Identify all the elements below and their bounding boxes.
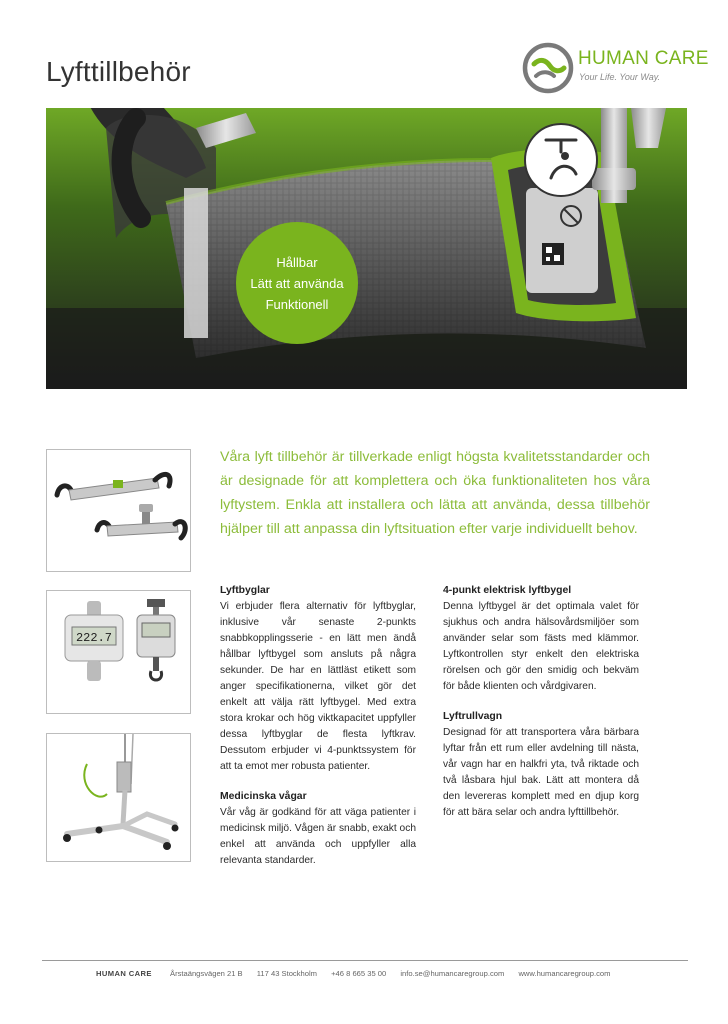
footer-phone[interactable]: +46 8 665 35 00 [331, 969, 387, 978]
hero-image [46, 108, 687, 389]
section-heading-lyftrullvagn: Lyftrullvagn [443, 711, 503, 722]
section-body-elektrisk-lyftbygel: Denna lyftbygel är det optimala valet för sjukhus och andra hälsovårdsmiljöer som använder selar som fästs med klämmor. Lyftkontrollen styr enkelt den elektriska rörelsen och gör den smidig och bekväm för både klienten och vårdgivaren. [443, 601, 639, 692]
footer-web-link[interactable]: www.humancaregroup.com [518, 969, 611, 978]
lift-bar-image [47, 450, 190, 571]
human-care-logo-icon [522, 42, 574, 94]
column-right [443, 583, 639, 835]
hero-lift-strap-photo [46, 108, 687, 389]
footer-city: 117 43 Stockholm [256, 969, 317, 978]
section-heading-elektrisk-lyftbygel: 4-punkt elektrisk lyftbygel [443, 585, 572, 596]
human-care-logo[interactable] [522, 40, 709, 96]
badge-line: Funktionell [265, 296, 329, 312]
feature-badge [236, 222, 358, 344]
footer-email-link[interactable]: info.se@humancaregroup.com [400, 969, 505, 978]
footer [96, 969, 622, 978]
section-body-lyftrullvagn: Designad för att transportera våra bärbara lyftar från ett rum eller avdelning till nästa, vår vagn har en halkfri yta, två riktade och två låsbara hjul bak. Lätt att montera då den levereras komplett med en djup korg för att bära selar och andra lyfttillbehör. [443, 727, 639, 818]
scale-display-text: 222.7 [75, 631, 113, 645]
badge-line: Lätt att använda [250, 275, 344, 291]
logo-name: HUMAN CARE [578, 48, 709, 69]
column-left [220, 583, 416, 883]
thumbnail-trolley [46, 733, 191, 862]
footer-address: Årstaängsvägen 21 B [170, 969, 243, 978]
badge-line: Hållbar [276, 254, 318, 270]
logo-tagline: Your Life. Your Way. [579, 72, 661, 82]
section-body-medicinska-vagar: Vår våg är godkänd för att väga patienter i medicinsk miljö. Vågen är snabb, exakt och enkel att använda och uppfyller alla relevanta standarder. [220, 807, 416, 866]
thumbnail-scales [46, 590, 191, 714]
footer-brand: HUMAN CARE [96, 969, 152, 978]
intro-paragraph: Våra lyft tillbehör är tillverkade enligt högsta kvalitetsstandarder och är designade för att komplettera och öka funktionaliteten hos våra lyftystem. Enkla att installera och lätta att använda, dessa tillbehör hjälper till att anpassa din lyftsituation efter varje individuellt behov. [220, 449, 650, 537]
lift-trolley-image [47, 734, 190, 861]
section-body-lyftbyglar: Vi erbjuder flera alternativ för lyftbyglar, inklusive vår senaste 2-punkts snabbkopplingsserie - en lätt men ändå hållbar lyftbygel som ansluts på några sekunder. De har en lättläst etikett som anger specifikationerna, vilket gör det enkelt att välja rätt lyftbygel. Med extra stora krokar och hög viktkapacitet uppfyller dessa lyftbyglar de flesta lyftkrav. Dessutom erbjuder vi 4-punktssystem för att ta emot mer robusta patienter. [220, 601, 416, 772]
footer-divider [42, 960, 688, 961]
thumbnail-lift-bars [46, 449, 191, 572]
medical-scale-image [47, 591, 190, 713]
section-heading-medicinska-vagar: Medicinska vågar [220, 791, 307, 802]
page-title: Lyfttillbehör [46, 56, 191, 87]
section-heading-lyftbyglar: Lyftbyglar [220, 585, 270, 596]
